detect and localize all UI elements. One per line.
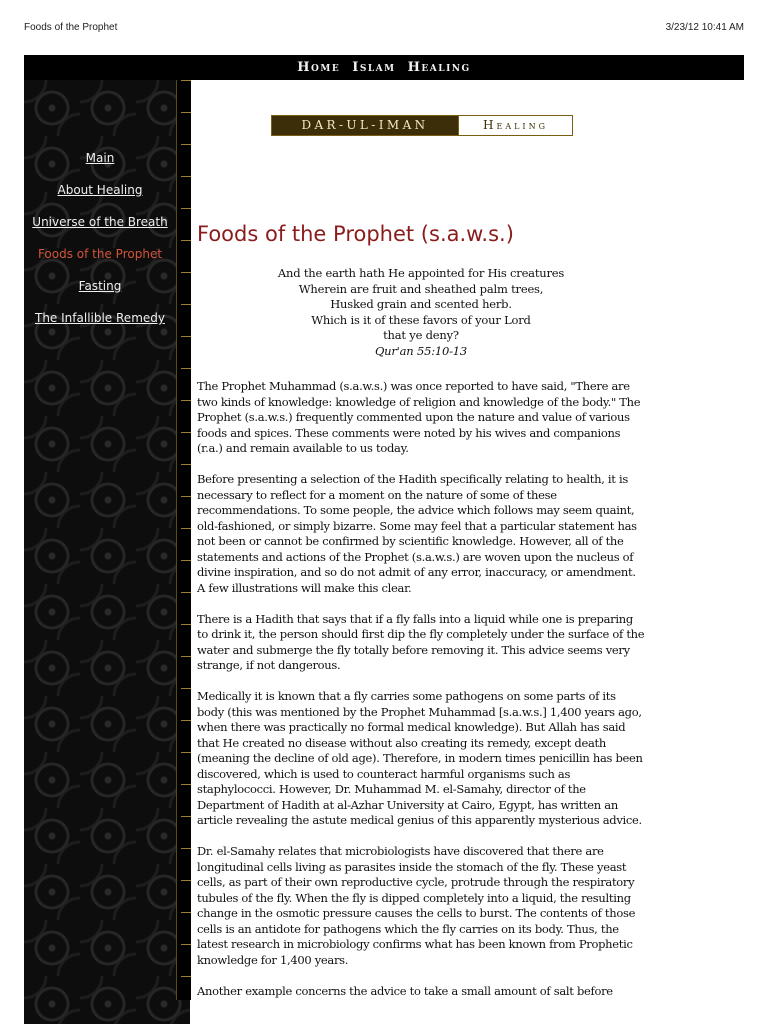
quote-line: Husked grain and scented herb. (330, 297, 512, 311)
quote-citation: Qur'an 55:10-13 (374, 343, 468, 358)
print-header (0, 0, 768, 40)
sidebar-item-foods-of-the-prophet[interactable]: Foods of the Prophet (37, 247, 163, 261)
sidebar-nav (24, 148, 176, 340)
quote-line: that ye deny? (383, 328, 459, 342)
logo-text-healing: Healing (458, 116, 572, 135)
body-paragraph: Dr. el-Samahy relates that microbiologists have discovered that there are longitudinal cells living as parasites inside the stomach of the fly. These yeast cells, as part of their own reproductive cycle, protrude through the respiratory tubules of the fly. When the fly is dipped completely into a liquid, the resulting change in the osmotic pressure causes the cells to burst. The contents of those cells is an antidote for pathogens which the fly carries on its body. Thus, the latest research in microbiology confirms what has been known from Prophetic knowledge for 1,400 years. (197, 844, 636, 967)
sidebar-item-the-infallible-remedy[interactable]: The Infallible Remedy (35, 311, 165, 325)
body-paragraph: There is a Hadith that says that if a fly falls into a liquid while one is preparing to drink it, the person should first dip the fly completely under the surface of the water and submerge the fly totally before removing it. This advice seems very strange, if not dangerous. (197, 611, 645, 672)
topbar-link-home[interactable]: Home (297, 60, 341, 75)
body-paragraph: Another example concerns the advice to take a small amount of salt before (197, 983, 613, 998)
topbar-link-islam[interactable]: Islam (352, 60, 396, 75)
top-navigation-bar (24, 55, 744, 80)
print-page-title: Foods of the Prophet (24, 22, 118, 33)
quote-line: Which is it of these favors of your Lord (311, 312, 531, 327)
topbar-link-healing[interactable]: Healing (407, 60, 471, 75)
quote-line: And the earth hath He appointed for His creatures (277, 266, 565, 280)
sidebar-item-main[interactable]: Main (85, 151, 115, 165)
body-paragraph: Before presenting a selection of the Hadith specifically relating to health, it is necessary to reflect for a moment on the nature of some of these recommendations. To some people, the advice which follows may seem quaint, old-fashioned, or simply bizarre. Some may feel that a particular statement has not been or cannot be confirmed by scientific knowledge. However, all of the statements and actions of the Prophet (s.a.w.s.) are woven upon the nucleus of divine inspiration, and so do not admit of any error, inaccuracy, or amendment. A few illustrations will make this clear. (197, 472, 637, 595)
print-datetime: 3/23/12 10:41 AM (665, 22, 744, 33)
sidebar-border-ruler (176, 80, 191, 1000)
logo-text-dar-ul-iman: DAR-UL-IMAN (272, 116, 458, 135)
quran-quote (197, 266, 645, 359)
sidebar-item-universe-of-the-breath[interactable]: Universe of the Breath (32, 215, 168, 229)
sidebar-item-about-healing[interactable]: About Healing (57, 183, 143, 197)
body-paragraph: Medically it is known that a fly carries some pathogens on some parts of its body (this was mentioned by the Prophet Muhammad [s.a.w.s.] 1,400 years ago, when there was practically no formal medical knowledge). But Allah has said that He created no disease without also creating its remedy, except death (meaning the decline of old age). Therefore, in modern times penicillin has been discovered, which is used to counteract harmful organisms such as staphylococci. However, Dr. Muhammad M. el-Samahy, director of the Department of Hadith at al-Azhar University at Cairo, Egypt, has written an article revealing the astute medical genius of this apparently mysterious advice. (197, 689, 643, 827)
sidebar-item-fasting[interactable]: Fasting (78, 279, 122, 293)
quote-line: Wherein are fruit and sheathed palm trees, (298, 281, 544, 296)
site-logo[interactable] (271, 115, 573, 136)
main-content (197, 222, 645, 1015)
body-paragraph: The Prophet Muhammad (s.a.w.s.) was once reported to have said, "There are two kinds of knowledge: knowledge of religion and knowledge of the body." The Prophet (s.a.w.s.) frequently commented upon the nature and value of various foods and spices. These comments were noted by his wives and companions (r.a.) and remain available to us today. (197, 379, 641, 455)
page-title: Foods of the Prophet (s.a.w.s.) (197, 222, 514, 246)
